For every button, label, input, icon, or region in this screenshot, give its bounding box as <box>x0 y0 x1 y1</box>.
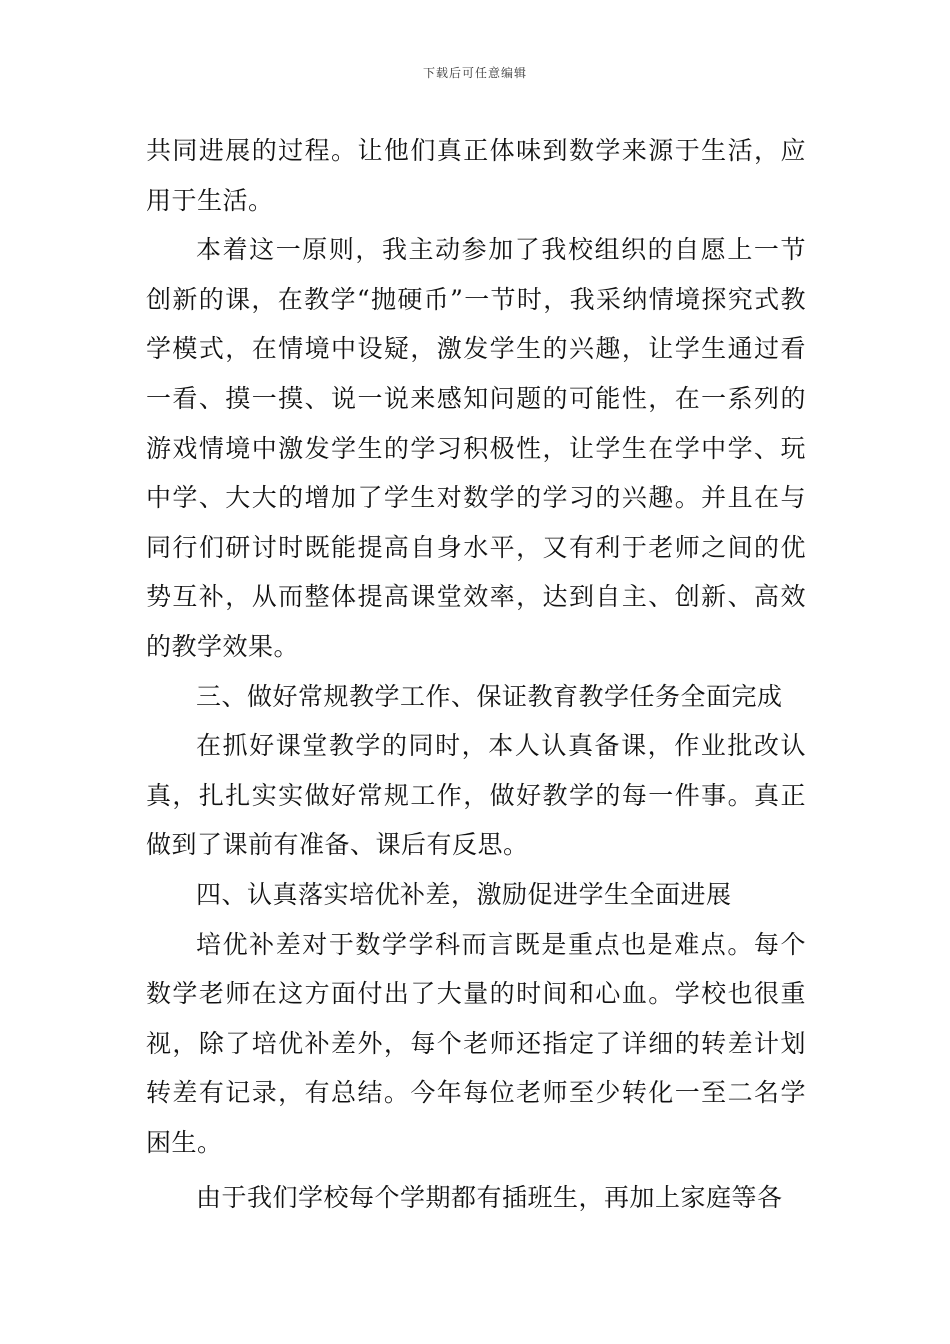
paragraph-4: 培优补差对于数学学科而言既是重点也是难点。每个数学老师在这方面付出了大量的时间和心血。学校也很重视，除了培优补差外，每个老师还指定了详细的转差计划转差有记录，有总结。今年每位老师至少转化一至二名学困生。 <box>146 929 806 1157</box>
section-heading-3: 三、做好常规教学工作、保证教育教学任务全面完成 <box>196 681 783 711</box>
page-header: 下载后可任意编辑 <box>422 66 527 80</box>
paragraph-1: 共同进展的过程。让他们真正体味到数学来源于生活，应用于生活。 <box>146 136 806 215</box>
paragraph-3: 在抓好课堂教学的同时，本人认真备课，作业批改认真，扎扎实实做好常规工作，做好教学的每一件事。真正做到了课前有准备、课后有反思。 <box>146 731 806 860</box>
document-body <box>146 126 806 1223</box>
section-heading-4: 四、认真落实培优补差，激励促进学生全面进展 <box>196 879 732 909</box>
paragraph-5: 由于我们学校每个学期都有插班生，再加上家庭等各 <box>196 1183 783 1213</box>
paragraph-2: 本着这一原则，我主动参加了我校组织的自愿上一节创新的课，在教学“抛硬币”一节时，我采纳情境探究式教学模式，在情境中设疑，激发学生的兴趣，让学生通过看一看、摸一摸、说一说来感知问题的可能性，在一系列的游戏情境中激发学生的学习积极性，让学生在学中学、玩中学、大大的增加了学生对数学的学习的兴趣。并且在与同行们研讨时既能提高自身水平，又有利于老师之间的优势互补，从而整体提高课堂效率，达到自主、创新、高效的教学效果。 <box>146 235 806 661</box>
